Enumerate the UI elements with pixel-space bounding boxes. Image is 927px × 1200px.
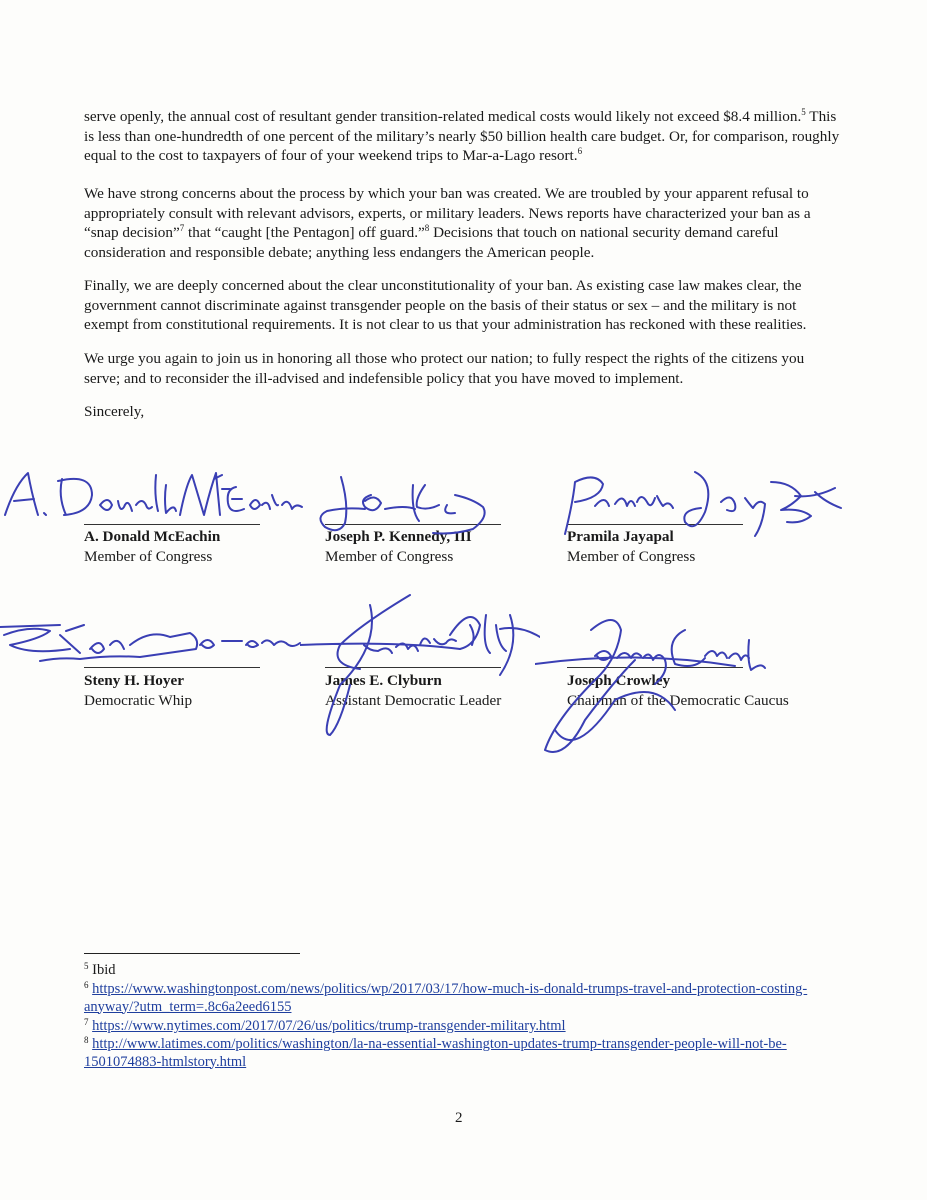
footnote-link[interactable]: https://www.nytimes.com/2017/07/26/us/politics/trump-transgender-military.html xyxy=(92,1018,566,1034)
footnote-text: Ibid xyxy=(92,962,116,978)
signatory-title: Member of Congress xyxy=(325,547,454,565)
signatory-name: Joseph P. Kennedy, III xyxy=(325,528,472,545)
hoyer-signature-icon xyxy=(0,605,310,675)
signatory-name: Joseph Crowley xyxy=(567,672,671,689)
paragraph-text: that “caught [the Pentagon] off guard.” xyxy=(184,224,425,242)
signatory-clyburn xyxy=(325,671,501,710)
footnote-6 xyxy=(84,981,844,1016)
paragraph-process xyxy=(84,184,844,262)
footnote-number: 7 xyxy=(84,1017,89,1027)
footnote-8 xyxy=(84,1036,844,1071)
signatory-name: Steny H. Hoyer xyxy=(84,672,184,689)
signature-line xyxy=(567,524,743,525)
signature-line xyxy=(325,667,501,668)
paragraph-text: This is less than one-hundredth of one percent of the military’s nearly $50 billion health care budget. Or, for comparison, roughly equal to the cost to taxpayers of four of your weekend trips to Mar-a-Lago resort. xyxy=(84,108,840,165)
footnote-number: 6 xyxy=(84,980,89,990)
footnote-5 xyxy=(84,962,844,980)
signatory-mceachin xyxy=(84,527,220,566)
signature-line xyxy=(325,524,501,525)
clyburn-signature-icon xyxy=(300,585,540,745)
signatory-title: Democratic Whip xyxy=(84,691,193,709)
paragraph-text: We have strong concerns about the process by which your ban was created. We are troubled by your apparent refusal to appropriately consult with relevant advisors, experts, or military leaders. News reports have characterized your ban as a “snap decision” xyxy=(84,185,811,242)
signature-line xyxy=(84,524,260,525)
footnote-7 xyxy=(84,1018,844,1036)
closing-salutation: Sincerely, xyxy=(84,403,145,420)
paragraph-urge: We urge you again to join us in honoring all those who protect our nation; to fully respect the rights of the citizens you serve; and to reconsider the ill-advised and indefensible policy that you have moved to implement. xyxy=(84,350,805,387)
footnote-ref: 5 xyxy=(801,107,806,117)
signatory-name: Pramila Jayapal xyxy=(567,528,674,545)
paragraph-constitutionality: Finally, we are deeply concerned about the clear unconstitutionality of your ban. As existing case law makes clear, the government cannot discriminate against transgender people on the basis of their status or sex – and the military is not exempt from constitutional requirements. It is not clear to us that your administration has reckoned with these realities. xyxy=(84,277,807,334)
footnote-link[interactable]: https://www.washingtonpost.com/news/politics/wp/2017/03/17/how-much-is-donald-trumps-travel-and-protection-costing-anyway/?utm_term=.8c6a2eed6155 xyxy=(84,981,808,1015)
paragraph-text: serve openly, the annual cost of resultant gender transition-related medical costs would likely not exceed $8.4 million. xyxy=(84,108,802,125)
footnote-number: 8 xyxy=(84,1035,89,1045)
footnote-ref: 8 xyxy=(424,223,430,234)
footnote-ref: 6 xyxy=(577,146,583,157)
signatory-title: Assistant Democratic Leader xyxy=(325,691,502,709)
signatory-title: Member of Congress xyxy=(567,547,696,565)
paragraph-text: Decisions that touch on national security demand careful consideration and responsible debate; anything less endangers the American people. xyxy=(84,224,779,261)
page-number: 2 xyxy=(455,1110,463,1126)
footnote-link[interactable]: http://www.latimes.com/politics/washington/la-na-essential-washington-updates-trump-transgender-people-will-not-be-1501074883-htmlstory.html xyxy=(84,1036,787,1070)
footnote-ref: 7 xyxy=(179,223,185,234)
paragraph-cost xyxy=(84,107,844,166)
signatory-name: A. Donald McEachin xyxy=(84,528,221,545)
signatory-hoyer xyxy=(84,671,192,710)
signature-line xyxy=(567,667,743,668)
signatory-title: Chairman of the Democratic Caucus xyxy=(567,691,789,709)
signatory-title: Member of Congress xyxy=(84,547,213,565)
signatory-jayapal xyxy=(567,527,695,566)
signatory-crowley xyxy=(567,671,789,710)
footnote-divider xyxy=(84,953,300,954)
footnote-number: 5 xyxy=(84,961,89,971)
signature-line xyxy=(84,667,260,668)
signatory-name: James E. Clyburn xyxy=(325,672,442,689)
signatory-kennedy xyxy=(325,527,472,566)
